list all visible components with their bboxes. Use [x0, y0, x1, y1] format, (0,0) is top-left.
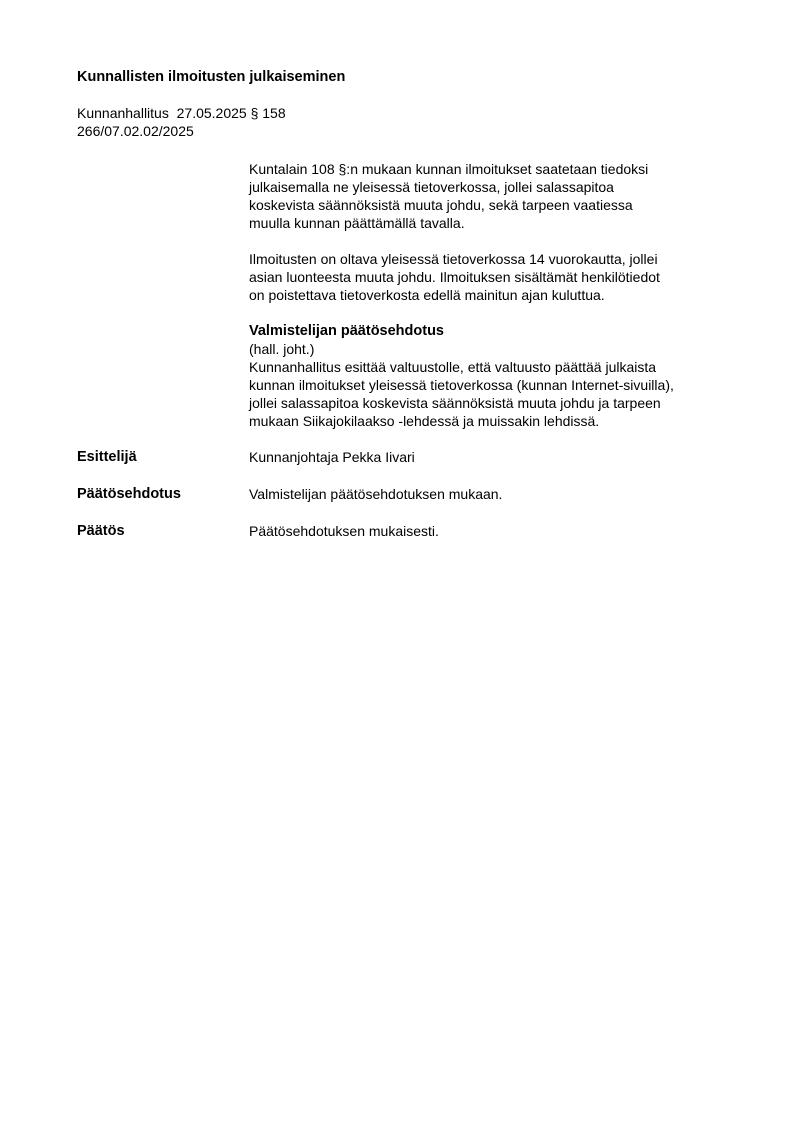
meeting-reference: Kunnanhallitus 27.05.2025 § 158: [77, 105, 286, 121]
row-presenter: [77, 448, 737, 466]
row-decision: [77, 522, 737, 540]
paragraph-line: Ilmoitusten on oltava yleisessä tietoverkossa 14 vuorokautta, jollei: [249, 251, 658, 267]
proposal-line: jollei salassapitoa koskevista säännöksistä muuta johdu ja tarpeen: [249, 395, 661, 411]
proposal-heading: Valmistelijan päätösehdotus: [249, 323, 444, 339]
paragraph-line: on poistettava tietoverkosta edellä mainitun ajan kuluttua.: [249, 287, 605, 303]
row-label: Päätösehdotus: [77, 486, 181, 502]
paragraph-line: asian luonteesta muuta johdu. Ilmoituksen sisältämät henkilötiedot: [249, 269, 660, 285]
paragraph-line: koskevista säännöksistä muuta johdu, sekä tarpeen vaatiessa: [249, 197, 633, 213]
paragraph-line: Kuntalain 108 §:n mukaan kunnan ilmoitukset saatetaan tiedoksi: [249, 161, 649, 177]
document-title: Kunnallisten ilmoitusten julkaiseminen: [77, 69, 346, 85]
paragraph-legal-basis: [249, 160, 727, 232]
proposal-line: kunnan ilmoitukset yleisessä tietoverkossa (kunnan Internet-sivuilla),: [249, 377, 674, 393]
record-number: 266/07.02.02/2025: [77, 123, 194, 139]
proposal-author: (hall. joht.): [249, 341, 315, 357]
proposal-line: mukaan Siikajokilaakso -lehdessä ja muissakin lehdissä.: [249, 413, 600, 429]
document-page: [77, 68, 737, 540]
paragraph-line: julkaisemalla ne yleisessä tietoverkossa, jollei salassapitoa: [249, 179, 614, 195]
document-meta: [77, 104, 737, 140]
row-label: Päätös: [77, 523, 125, 539]
row-label: Esittelijä: [77, 449, 137, 465]
row-decision-proposal: [77, 485, 737, 503]
row-value: Kunnanjohtaja Pekka Iivari: [249, 449, 415, 465]
proposal-line: Kunnanhallitus esittää valtuustolle, että valtuusto päättää julkaista: [249, 359, 657, 375]
paragraph-publication-period: [249, 250, 727, 304]
row-value: Päätösehdotuksen mukaisesti.: [249, 523, 439, 539]
proposal-section: [249, 322, 727, 430]
decision-rows: [77, 448, 737, 540]
row-value: Valmistelijan päätösehdotuksen mukaan.: [249, 486, 503, 502]
paragraph-line: muulla kunnan päättämällä tavalla.: [249, 215, 465, 231]
document-body: [249, 160, 727, 430]
